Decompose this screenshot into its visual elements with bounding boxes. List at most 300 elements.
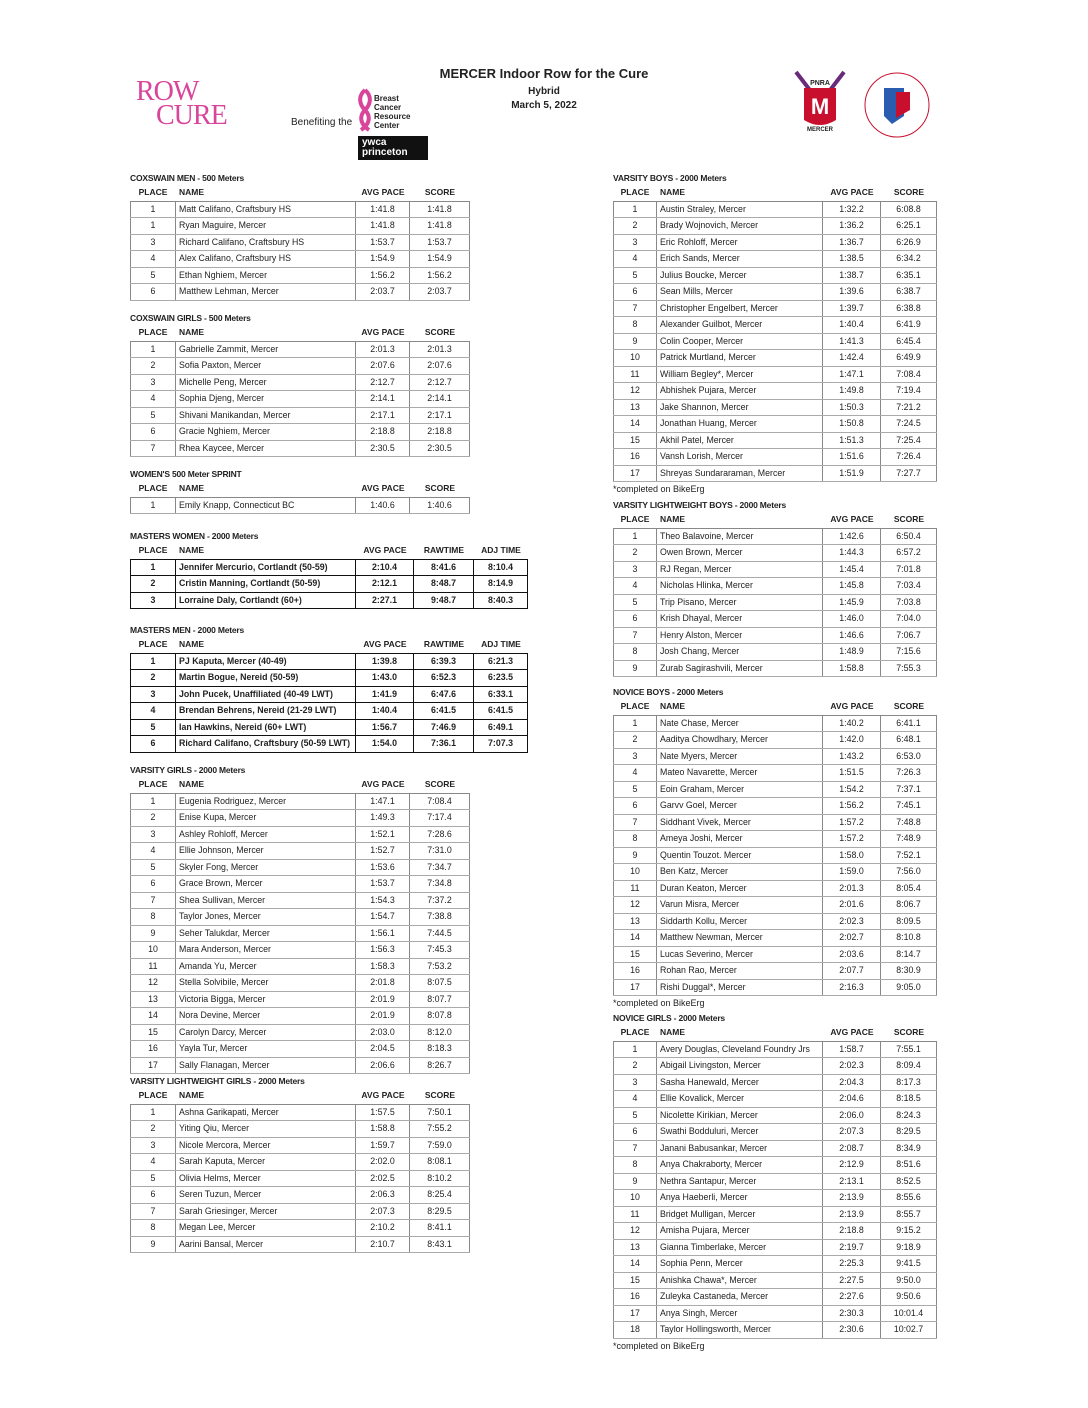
cell-pace: 1:50.8 <box>823 416 881 432</box>
table-row <box>613 1174 937 1191</box>
cell-score: 8:25.4 <box>410 1187 470 1203</box>
table-row <box>130 1058 470 1075</box>
table-row <box>613 1190 937 1207</box>
cell-name: Janani Babusankar, Mercer <box>657 1141 823 1157</box>
cell-place: 11 <box>613 1207 657 1223</box>
column-header: PLACE <box>138 187 168 197</box>
column-header: NAME <box>660 701 686 711</box>
table-row <box>613 268 937 285</box>
cell-score: 7:28.6 <box>410 827 470 843</box>
cell-name: Zurab Sagirashvili, Mercer <box>657 661 823 677</box>
cell-pace: 2:06.3 <box>356 1187 410 1203</box>
cell-name: Matthew Newman, Mercer <box>657 930 823 946</box>
cell-name: Olivia Helms, Mercer <box>176 1171 356 1187</box>
cell-name: Aarini Bansal, Mercer <box>176 1237 356 1253</box>
cell-pace: 1:32.2 <box>823 202 881 218</box>
cell-score: 7:50.1 <box>410 1105 470 1121</box>
table-body <box>613 1041 937 1339</box>
cell-pace: 1:58.8 <box>823 661 881 677</box>
table-row <box>130 441 470 458</box>
cell-place: 4 <box>613 765 657 781</box>
cell-pace: 1:45.9 <box>823 595 881 611</box>
cell-name: Sarah Griesinger, Mercer <box>176 1204 356 1220</box>
cell-place: 3 <box>130 593 176 609</box>
table-row <box>613 831 937 848</box>
cell-pace: 2:06.6 <box>356 1058 410 1074</box>
cell-pace: 1:58.8 <box>356 1121 410 1137</box>
cell-pace: 2:08.7 <box>823 1141 881 1157</box>
table-row <box>130 358 470 375</box>
table-row <box>613 980 937 997</box>
cell-name: Eoin Graham, Mercer <box>657 782 823 798</box>
table-row <box>613 433 937 450</box>
table-row <box>613 1058 937 1075</box>
cell-name: Cristin Manning, Cortlandt (50-59) <box>176 576 356 592</box>
cell-name: Matthew Lehman, Mercer <box>176 284 356 300</box>
cell-name: Taylor Jones, Mercer <box>176 909 356 925</box>
cell-score: 7:25.4 <box>881 433 937 449</box>
cell-place: 7 <box>130 441 176 457</box>
table-row <box>130 975 470 992</box>
table-row <box>613 1141 937 1158</box>
cell-pace: 1:56.2 <box>356 268 410 284</box>
svg-text:MERCER: MERCER <box>806 127 834 133</box>
column-header: SCORE <box>893 701 925 711</box>
section-varsity-lightweight-boys <box>613 499 937 677</box>
table-row <box>130 284 470 301</box>
cell-pace: 2:02.3 <box>823 1058 881 1074</box>
cell-pace: 2:01.9 <box>356 1008 410 1024</box>
cell-name: Sean Mills, Mercer <box>657 284 823 300</box>
cell-score: 9:50.0 <box>881 1273 937 1289</box>
cell-pace: 1:40.6 <box>356 498 410 514</box>
cell-name: Jonathan Huang, Mercer <box>657 416 823 432</box>
cell-place: 8 <box>613 317 657 333</box>
cell-pace: 1:58.3 <box>356 959 410 975</box>
cell-pace: 2:30.6 <box>823 1322 881 1338</box>
table-row <box>613 350 937 367</box>
cell-name: Aaditya Chowdhary, Mercer <box>657 732 823 748</box>
cell-adj: 6:23.5 <box>474 670 528 686</box>
cell-score: 7:15.6 <box>881 644 937 660</box>
cell-score: 9:41.5 <box>881 1256 937 1272</box>
cell-place: 5 <box>130 408 176 424</box>
cell-pace: 1:57.2 <box>823 815 881 831</box>
section-title: VARSITY LIGHTWEIGHT BOYS - 2000 Meters <box>613 500 786 510</box>
table-row <box>130 1104 470 1122</box>
cell-pace: 2:01.3 <box>356 342 410 358</box>
table-row <box>130 810 470 827</box>
column-header: NAME <box>179 779 205 789</box>
table-row <box>613 367 937 384</box>
cell-name: Ben Katz, Mercer <box>657 864 823 880</box>
section-title: WOMEN'S 500 Meter SPRINT <box>130 469 242 479</box>
section-title: MASTERS MEN - 2000 Meters <box>130 625 245 635</box>
section-novice-girls <box>613 1012 937 1353</box>
table-row <box>130 670 528 687</box>
cell-score: 7:26.3 <box>881 765 937 781</box>
table-header <box>613 699 937 715</box>
table-row <box>613 1157 937 1174</box>
cell-score: 7:31.0 <box>410 843 470 859</box>
table-row <box>613 1223 937 1240</box>
cell-pace: 1:51.3 <box>823 433 881 449</box>
cell-pace: 1:54.2 <box>823 782 881 798</box>
cell-place: 10 <box>613 1190 657 1206</box>
cell-name: Avery Douglas, Cleveland Foundry Jrs <box>657 1042 823 1058</box>
section-womens-sprint <box>130 468 470 514</box>
column-header: SCORE <box>424 483 456 493</box>
cell-place: 5 <box>130 1171 176 1187</box>
cell-pace: 1:59.0 <box>823 864 881 880</box>
cell-score: 9:05.0 <box>881 980 937 996</box>
cell-place: 1 <box>130 218 176 234</box>
cell-pace: 1:42.6 <box>823 529 881 545</box>
cell-pace: 2:07.6 <box>356 358 410 374</box>
cell-pace: 2:04.6 <box>823 1091 881 1107</box>
table-row <box>613 1108 937 1125</box>
cell-name: Anya Chakraborty, Mercer <box>657 1157 823 1173</box>
table-row <box>613 235 937 252</box>
cell-pace: 2:30.5 <box>356 441 410 457</box>
cell-adj: 6:49.1 <box>474 720 528 736</box>
cell-name: Eric Rohloff, Mercer <box>657 235 823 251</box>
cell-name: Zuleyka Castaneda, Mercer <box>657 1289 823 1305</box>
section-masters-men <box>130 624 528 753</box>
table-row <box>613 881 937 898</box>
table-row <box>613 1041 937 1059</box>
bikeerg-note: *completed on BikeErg <box>613 998 705 1008</box>
cell-name: Ethan Nghiem, Mercer <box>176 268 356 284</box>
cell-score: 7:06.7 <box>881 628 937 644</box>
cell-name: Anya Singh, Mercer <box>657 1306 823 1322</box>
cell-score: 1:53.7 <box>410 235 470 251</box>
cell-place: 4 <box>613 578 657 594</box>
cell-score: 2:30.5 <box>410 441 470 457</box>
section-title: VARSITY BOYS - 2000 Meters <box>613 173 727 183</box>
table-row <box>613 1075 937 1092</box>
cell-pace: 1:40.2 <box>823 716 881 732</box>
cell-adj: 6:33.1 <box>474 687 528 703</box>
cell-name: Duran Keaton, Mercer <box>657 881 823 897</box>
cell-place: 6 <box>613 284 657 300</box>
section-title: VARSITY LIGHTWEIGHT GIRLS - 2000 Meters <box>130 1076 305 1086</box>
cell-name: Gianna Timberlake, Mercer <box>657 1240 823 1256</box>
table-header <box>130 543 528 559</box>
table-row <box>130 593 528 610</box>
cell-place: 11 <box>130 959 176 975</box>
cell-pace: 2:10.7 <box>356 1237 410 1253</box>
cell-pace: 1:39.7 <box>823 301 881 317</box>
cell-raw: 6:52.3 <box>414 670 474 686</box>
cell-name: Nicholas Hlinka, Mercer <box>657 578 823 594</box>
cell-pace: 1:36.7 <box>823 235 881 251</box>
cell-place: 4 <box>130 391 176 407</box>
cell-score: 7:04.0 <box>881 611 937 627</box>
cell-pace: 2:16.3 <box>823 980 881 996</box>
cell-place: 1 <box>130 794 176 810</box>
cell-place: 9 <box>613 334 657 350</box>
cell-score: 7:17.4 <box>410 810 470 826</box>
cell-name: Ashley Rohloff, Mercer <box>176 827 356 843</box>
table-row <box>130 992 470 1009</box>
cell-place: 6 <box>130 284 176 300</box>
cell-score: 2:17.1 <box>410 408 470 424</box>
cell-pace: 2:12.7 <box>356 375 410 391</box>
table-row <box>613 1289 937 1306</box>
cell-name: Ian Hawkins, Nereid (60+ LWT) <box>176 720 356 736</box>
cell-pace: 2:13.9 <box>823 1207 881 1223</box>
table-body <box>613 528 937 678</box>
cell-name: Sally Flanagan, Mercer <box>176 1058 356 1074</box>
table-row <box>130 268 470 285</box>
cell-name: Rhea Kaycee, Mercer <box>176 441 356 457</box>
cell-pace: 1:47.1 <box>823 367 881 383</box>
cell-pace: 1:54.9 <box>356 251 410 267</box>
table-row <box>613 798 937 815</box>
cell-pace: 2:19.7 <box>823 1240 881 1256</box>
cell-name: Gracie Nghiem, Mercer <box>176 424 356 440</box>
cell-name: Akhil Patel, Mercer <box>657 433 823 449</box>
cell-place: 3 <box>130 235 176 251</box>
cell-name: Emily Knapp, Connecticut BC <box>176 498 356 514</box>
table-body <box>613 715 937 997</box>
cell-pace: 1:57.2 <box>823 831 881 847</box>
cell-place: 17 <box>130 1058 176 1074</box>
table-header <box>130 481 470 497</box>
cell-name: Julius Boucke, Mercer <box>657 268 823 284</box>
cell-pace: 2:18.8 <box>823 1223 881 1239</box>
cell-pace: 2:04.3 <box>823 1075 881 1091</box>
cell-score: 7:44.5 <box>410 926 470 942</box>
cell-name: Quentin Touzot. Mercer <box>657 848 823 864</box>
cell-score: 7:01.8 <box>881 562 937 578</box>
table-row <box>613 914 937 931</box>
cell-place: 17 <box>613 466 657 482</box>
cell-score: 7:55.2 <box>410 1121 470 1137</box>
cell-pace: 1:38.5 <box>823 251 881 267</box>
cell-pace: 2:13.9 <box>823 1190 881 1206</box>
cell-name: Amanda Yu, Mercer <box>176 959 356 975</box>
cell-score: 7:19.4 <box>881 383 937 399</box>
cell-name: Abigail Livingston, Mercer <box>657 1058 823 1074</box>
column-header: AVG PACE <box>830 514 874 524</box>
cell-place: 8 <box>613 831 657 847</box>
cell-place: 1 <box>130 560 176 576</box>
cell-name: Ellie Kovalick, Mercer <box>657 1091 823 1107</box>
cell-score: 8:12.0 <box>410 1025 470 1041</box>
cell-place: 6 <box>613 611 657 627</box>
cell-name: Sofia Paxton, Mercer <box>176 358 356 374</box>
table-row <box>130 1204 470 1221</box>
table-row <box>130 251 470 268</box>
section-novice-boys <box>613 686 937 1010</box>
cell-place: 15 <box>613 947 657 963</box>
section-coxswain-girls <box>130 312 470 457</box>
cell-pace: 1:47.1 <box>356 794 410 810</box>
column-header: NAME <box>660 514 686 524</box>
table-row <box>130 736 528 753</box>
table-row <box>613 1207 937 1224</box>
cell-score: 1:41.8 <box>410 218 470 234</box>
cell-place: 7 <box>613 628 657 644</box>
cell-place: 7 <box>613 301 657 317</box>
cell-name: Yiting Qiu, Mercer <box>176 1121 356 1137</box>
cell-pace: 1:51.5 <box>823 765 881 781</box>
cell-score: 6:38.8 <box>881 301 937 317</box>
cell-place: 5 <box>130 720 176 736</box>
cell-name: Shreyas Sundararaman, Mercer <box>657 466 823 482</box>
table-header <box>613 185 937 201</box>
table-row <box>613 661 937 678</box>
cell-name: Nate Myers, Mercer <box>657 749 823 765</box>
bikeerg-note: *completed on BikeErg <box>613 484 705 494</box>
table-body <box>130 341 470 458</box>
row-for-the-cure-logo: ROW CURE <box>136 76 227 131</box>
cell-name: RJ Regan, Mercer <box>657 562 823 578</box>
cell-pace: 2:13.1 <box>823 1174 881 1190</box>
table-row <box>613 383 937 400</box>
cell-score: 8:30.9 <box>881 963 937 979</box>
column-header: PLACE <box>138 483 168 493</box>
cell-pace: 1:59.7 <box>356 1138 410 1154</box>
cell-pace: 1:42.0 <box>823 732 881 748</box>
cell-name: Garvv Goel, Mercer <box>657 798 823 814</box>
table-row <box>130 893 470 910</box>
table-row <box>613 416 937 433</box>
cell-score: 8:08.1 <box>410 1154 470 1170</box>
cell-score: 8:07.7 <box>410 992 470 1008</box>
cell-score: 6:57.2 <box>881 545 937 561</box>
section-masters-women <box>130 530 528 609</box>
cell-place: 2 <box>613 732 657 748</box>
cell-pace: 2:18.8 <box>356 424 410 440</box>
cell-pace: 2:17.1 <box>356 408 410 424</box>
cell-name: Bridget Mulligan, Mercer <box>657 1207 823 1223</box>
cell-pace: 1:44.3 <box>823 545 881 561</box>
cell-place: 6 <box>130 876 176 892</box>
cell-place: 6 <box>130 424 176 440</box>
cell-place: 3 <box>130 375 176 391</box>
cell-pace: 1:45.4 <box>823 562 881 578</box>
cell-name: Ryan Maguire, Mercer <box>176 218 356 234</box>
cell-name: Josh Chang, Mercer <box>657 644 823 660</box>
svg-text:PNRA: PNRA <box>810 80 830 87</box>
cell-score: 8:29.5 <box>881 1124 937 1140</box>
cell-place: 9 <box>130 926 176 942</box>
table-header <box>613 1025 937 1041</box>
cell-score: 8:55.7 <box>881 1207 937 1223</box>
svg-text:M: M <box>810 94 830 119</box>
table-header <box>130 185 470 201</box>
table-row <box>613 963 937 980</box>
table-row <box>613 218 937 235</box>
table-header <box>130 777 470 793</box>
cell-pace: 1:56.2 <box>823 798 881 814</box>
table-row <box>130 876 470 893</box>
section-varsity-girls <box>130 764 470 1074</box>
cell-name: Taylor Hollingsworth, Mercer <box>657 1322 823 1338</box>
table-row <box>130 1121 470 1138</box>
cell-place: 15 <box>613 1273 657 1289</box>
cell-place: 4 <box>130 703 176 719</box>
cell-score: 8:34.9 <box>881 1141 937 1157</box>
table-row <box>613 1240 937 1257</box>
column-header: AVG PACE <box>361 187 405 197</box>
cell-place: 9 <box>613 1174 657 1190</box>
cell-pace: 2:07.3 <box>356 1204 410 1220</box>
cell-place: 1 <box>130 1105 176 1121</box>
cell-place: 16 <box>613 1289 657 1305</box>
cell-score: 6:50.4 <box>881 529 937 545</box>
cell-score: 7:55.3 <box>881 661 937 677</box>
table-body <box>130 201 470 301</box>
cell-place: 3 <box>613 235 657 251</box>
cell-name: Mateo Navarette, Mercer <box>657 765 823 781</box>
cell-pace: 1:54.3 <box>356 893 410 909</box>
table-row <box>130 408 470 425</box>
cell-place: 15 <box>130 1025 176 1041</box>
cell-score: 8:10.8 <box>881 930 937 946</box>
column-header: NAME <box>179 639 205 649</box>
cell-score: 7:03.8 <box>881 595 937 611</box>
table-row <box>613 782 937 799</box>
table-row <box>130 235 470 252</box>
table-row <box>613 815 937 832</box>
column-header: SCORE <box>893 1027 925 1037</box>
cell-name: Krish Dhayal, Mercer <box>657 611 823 627</box>
table-header <box>613 512 937 528</box>
cell-pace: 1:58.0 <box>823 848 881 864</box>
cell-place: 17 <box>613 980 657 996</box>
table-row <box>613 1322 937 1339</box>
table-row <box>130 1237 470 1254</box>
cell-place: 7 <box>130 1204 176 1220</box>
cell-place: 16 <box>130 1041 176 1057</box>
cell-name: Ameya Joshi, Mercer <box>657 831 823 847</box>
cell-score: 1:40.6 <box>410 498 470 514</box>
cell-place: 2 <box>613 218 657 234</box>
column-header: PLACE <box>138 545 168 555</box>
cell-place: 6 <box>613 1124 657 1140</box>
cell-pace: 2:02.3 <box>823 914 881 930</box>
column-header: PLACE <box>620 1027 650 1037</box>
cell-score: 9:50.6 <box>881 1289 937 1305</box>
cell-pace: 1:45.8 <box>823 578 881 594</box>
cell-pace: 2:03.0 <box>356 1025 410 1041</box>
cell-score: 2:14.1 <box>410 391 470 407</box>
table-row <box>613 611 937 628</box>
table-row <box>130 1187 470 1204</box>
cell-place: 12 <box>613 383 657 399</box>
cell-score: 6:49.9 <box>881 350 937 366</box>
table-row <box>130 341 470 359</box>
table-row <box>613 644 937 661</box>
cell-raw: 6:39.3 <box>414 654 474 670</box>
table-row <box>613 201 937 219</box>
table-row <box>613 528 937 546</box>
cell-place: 1 <box>613 716 657 732</box>
cell-score: 7:52.1 <box>881 848 937 864</box>
cell-name: Seren Tuzun, Mercer <box>176 1187 356 1203</box>
table-row <box>130 424 470 441</box>
cell-score: 8:05.4 <box>881 881 937 897</box>
cell-name: Nicolette Kirikian, Mercer <box>657 1108 823 1124</box>
cell-place: 8 <box>613 1157 657 1173</box>
cell-pace: 1:56.3 <box>356 942 410 958</box>
section-varsity-lightweight-girls <box>130 1075 470 1253</box>
cell-name: Rohan Rao, Mercer <box>657 963 823 979</box>
